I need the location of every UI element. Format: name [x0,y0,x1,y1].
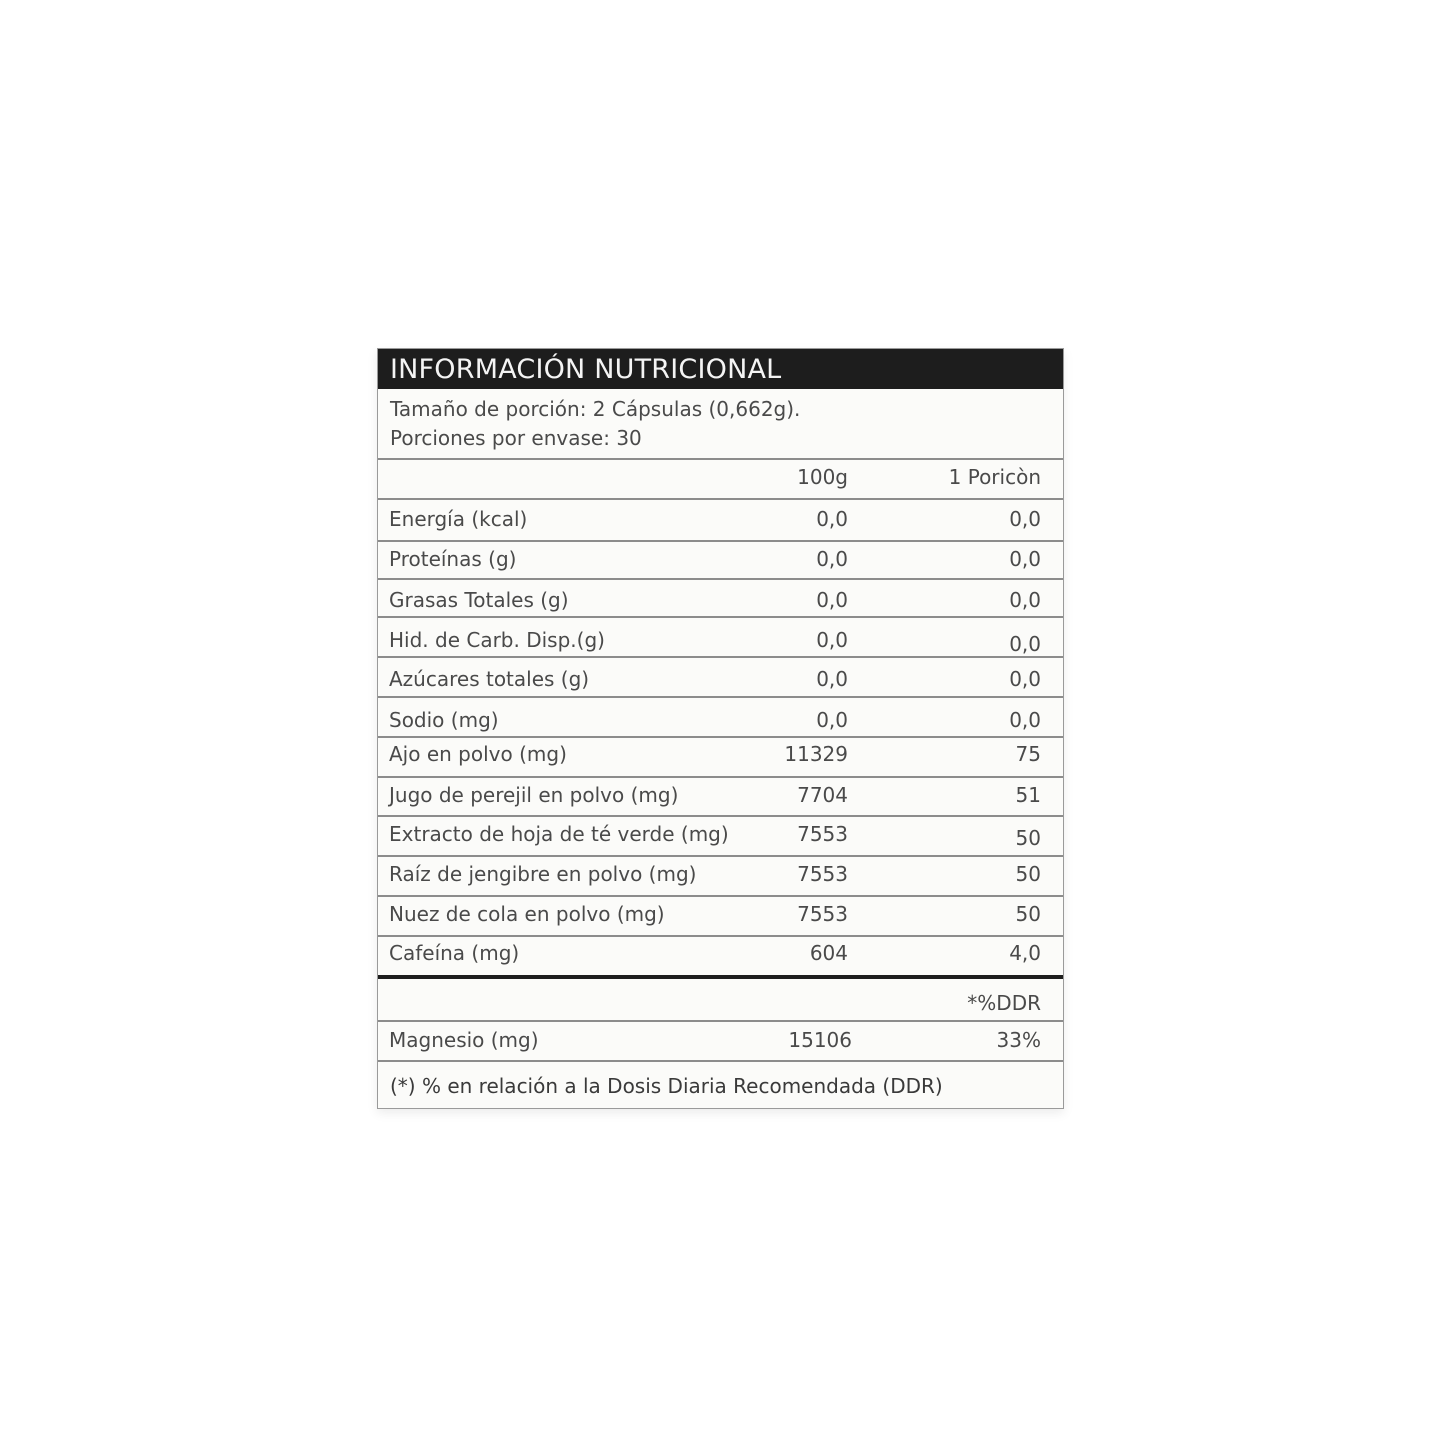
value-portion: 4,0 [1009,941,1041,965]
panel-title: INFORMACIÓN NUTRICIONAL [378,349,1063,389]
value-portion: 51 [1015,783,1041,807]
divider [378,855,1063,857]
column-header-portion: 1 Poricòn [948,465,1041,489]
nutrient-name: Energía (kcal) [389,507,528,531]
divider [378,895,1063,897]
column-header-100g: 100g [797,465,848,489]
divider [378,935,1063,937]
nutrient-name: Sodio (mg) [389,708,499,732]
divider [378,656,1063,658]
serving-size: Tamaño de porción: 2 Cápsulas (0,662g). [390,397,801,421]
value-portion: 0,0 [1009,632,1041,656]
nutrient-name: Ajo en polvo (mg) [389,742,567,766]
divider [378,736,1063,738]
value-100g: 0,0 [816,708,848,732]
value-100g: 11329 [784,742,848,766]
nutrient-name: Raíz de jengibre en polvo (mg) [389,862,697,886]
nutrient-name: Extracto de hoja de té verde (mg) [389,822,729,846]
value-portion: 50 [1015,902,1041,926]
value-portion: 0,0 [1009,588,1041,612]
value-100g: 0,0 [816,628,848,652]
nutrient-name: Grasas Totales (g) [389,588,569,612]
nutrient-name: Hid. de Carb. Disp.(g) [389,628,605,652]
value-portion: 0,0 [1009,507,1041,531]
value-portion: 75 [1015,742,1041,766]
divider [378,696,1063,698]
value-portion: 50 [1015,862,1041,886]
divider [378,458,1063,460]
ddr-header: *%DDR [967,991,1041,1015]
divider [378,578,1063,580]
value-100g: 604 [809,941,848,965]
nutrient-name: Azúcares totales (g) [389,667,590,691]
divider [378,540,1063,542]
divider [378,498,1063,500]
divider [378,815,1063,817]
value-100g: 0,0 [816,507,848,531]
value-100g: 7553 [797,822,848,846]
value-100g: 0,0 [816,588,848,612]
value-ddr: 33% [996,1028,1041,1052]
value-100g: 7704 [797,783,848,807]
divider [378,1020,1063,1022]
nutrient-name: Magnesio (mg) [389,1028,539,1052]
value-portion: 50 [1015,826,1041,850]
value-100g: 7553 [797,862,848,886]
nutrient-name: Jugo de perejil en polvo (mg) [389,783,679,807]
thick-divider [378,975,1063,979]
servings-per-container: Porciones por envase: 30 [390,426,642,450]
value-100g: 0,0 [816,667,848,691]
footnote: (*) % en relación a la Dosis Diaria Recomendada (DDR) [390,1074,943,1098]
value-100g: 15106 [788,1028,852,1052]
nutrient-name: Cafeína (mg) [389,941,520,965]
nutrition-facts-panel [377,348,1064,1109]
divider [378,776,1063,778]
nutrient-name: Nuez de cola en polvo (mg) [389,902,665,926]
divider [378,1060,1063,1062]
value-portion: 0,0 [1009,547,1041,571]
value-portion: 0,0 [1009,708,1041,732]
divider [378,616,1063,618]
value-100g: 7553 [797,902,848,926]
value-100g: 0,0 [816,547,848,571]
serving-info [390,395,800,453]
nutrient-name: Proteínas (g) [389,547,517,571]
value-portion: 0,0 [1009,667,1041,691]
